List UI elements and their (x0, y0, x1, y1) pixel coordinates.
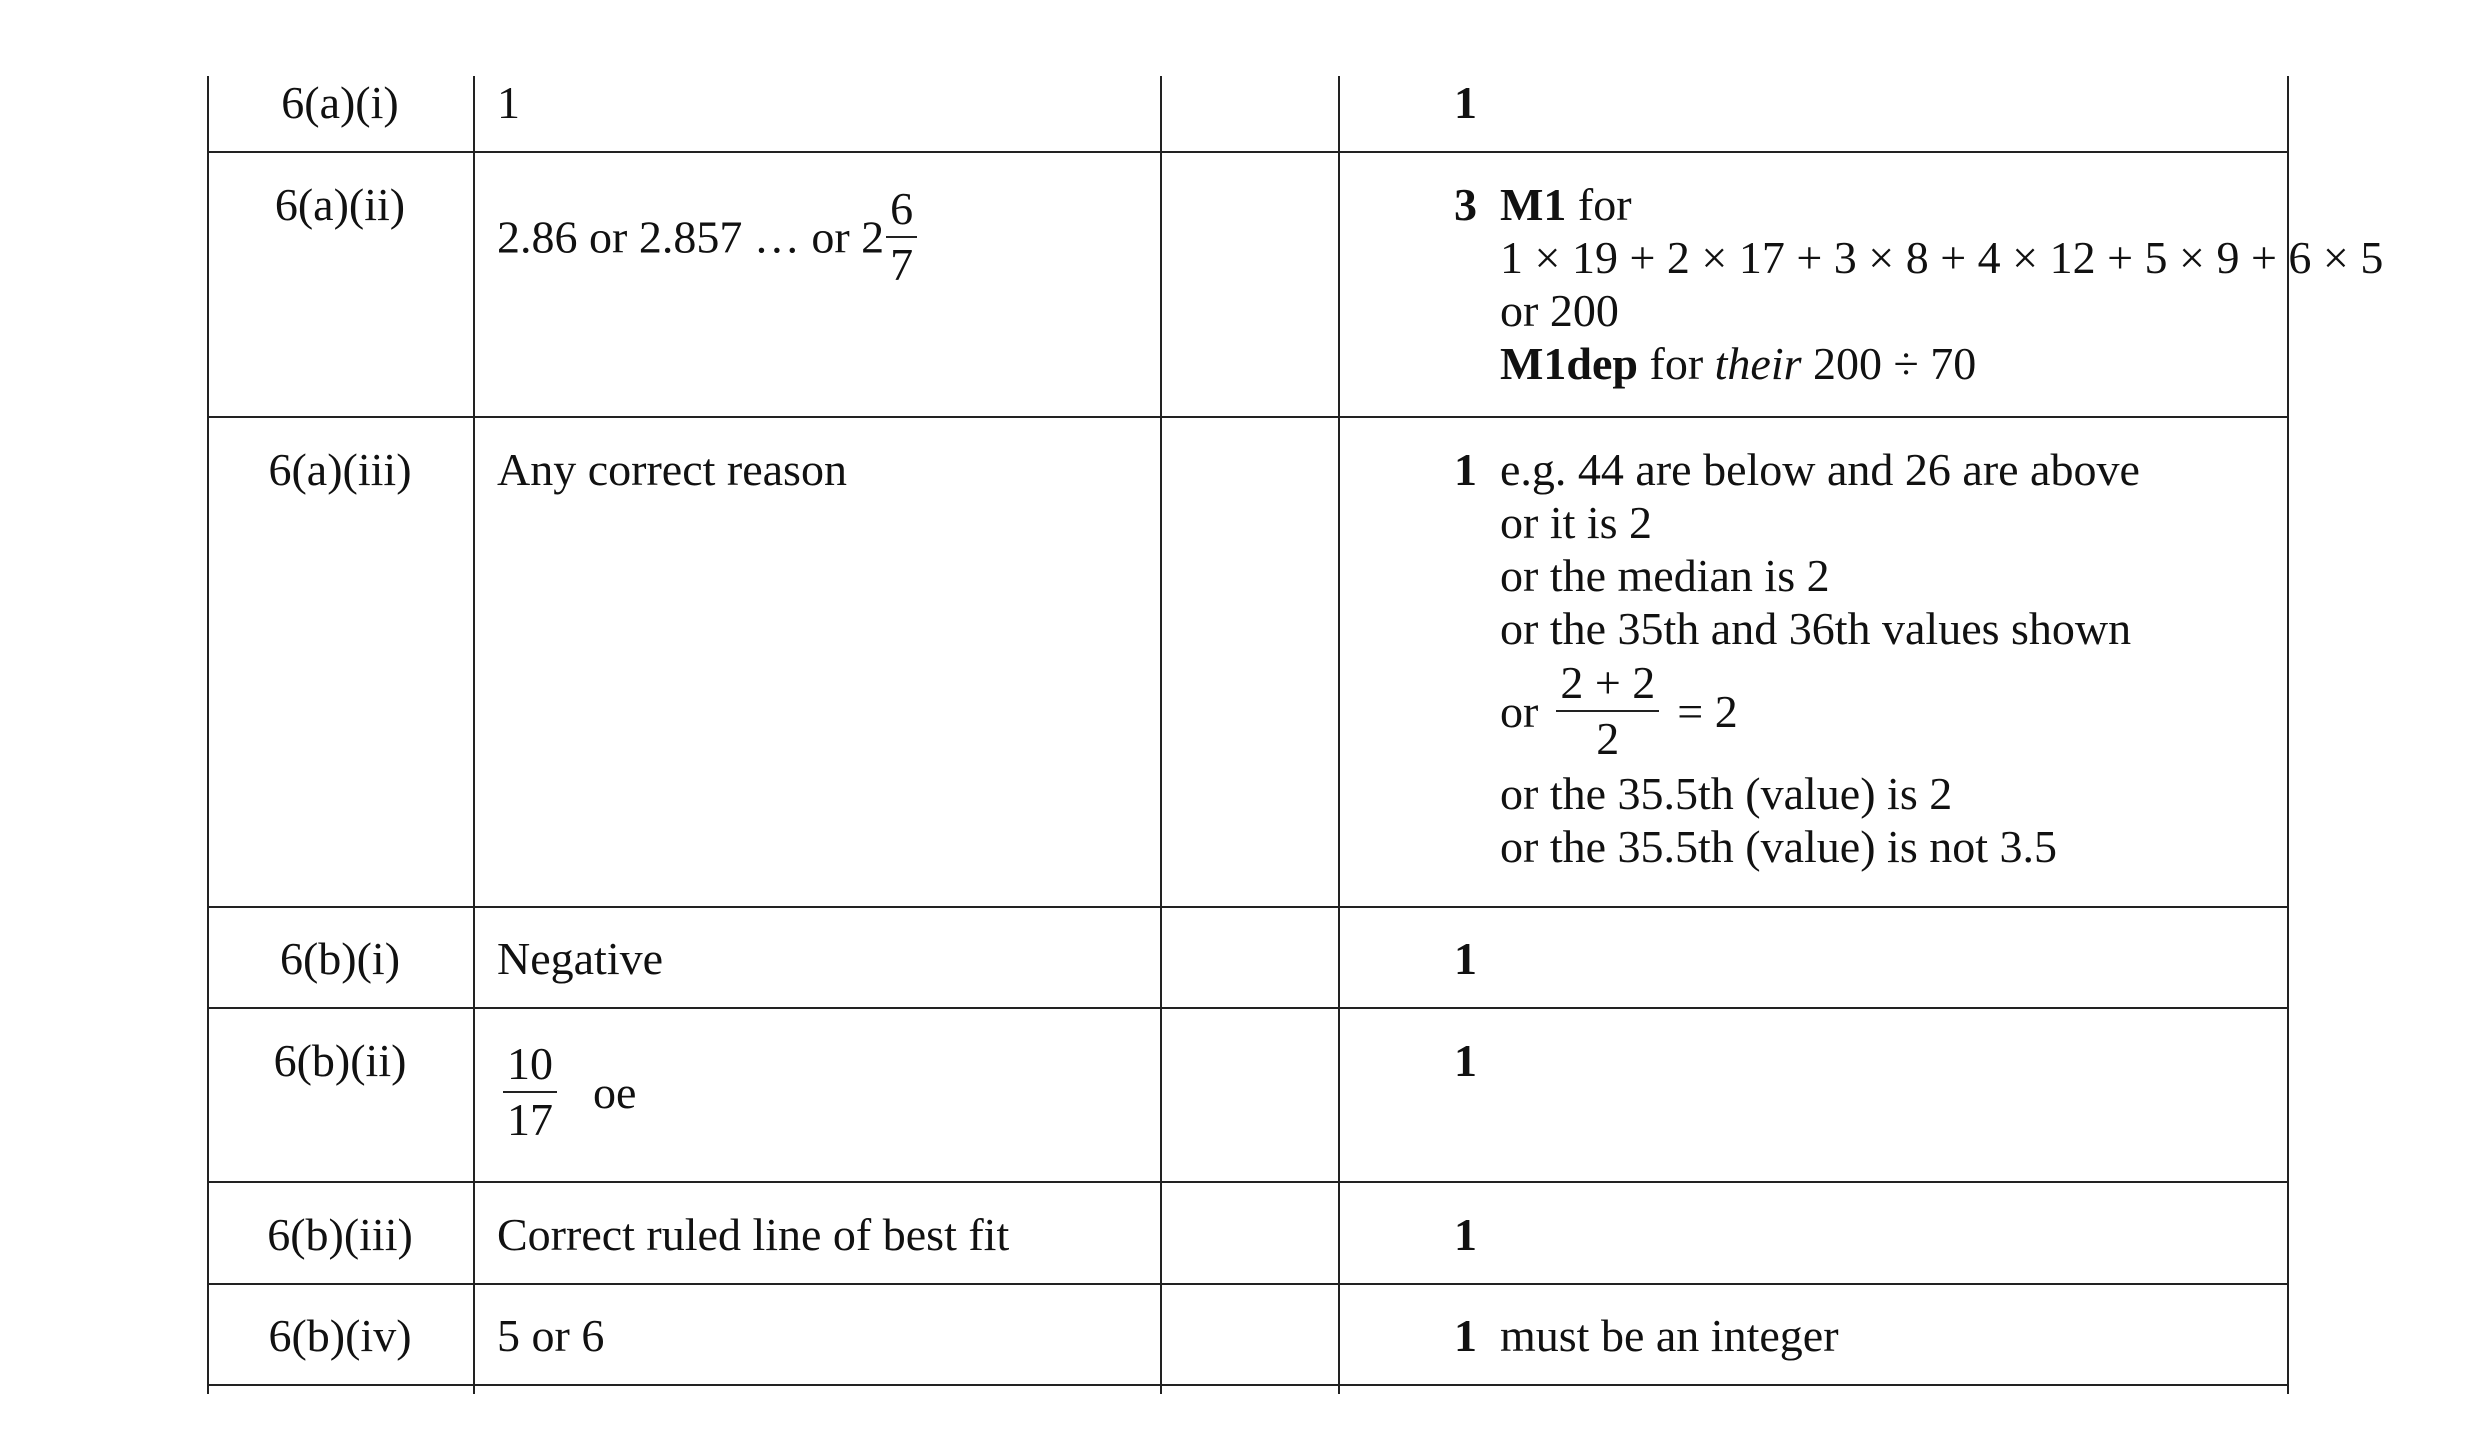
row-divider (207, 1007, 2289, 1009)
row-divider (207, 151, 2289, 153)
fraction-numerator: 2 + 2 (1556, 656, 1659, 712)
question-number: 6(b)(iii) (267, 1209, 413, 1260)
row-divider (207, 906, 2289, 908)
marks-value: 1 (1454, 444, 1477, 495)
guidance-fraction (1556, 656, 1659, 766)
guidance-line (1500, 178, 2383, 231)
marks-value: 1 (1454, 1310, 1477, 1361)
table-border-left (207, 76, 209, 1394)
column-divider-1 (473, 76, 475, 1394)
guidance-line: or the 35.5th (value) is 2 (1500, 768, 1953, 819)
answer-text: Any correct reason (497, 444, 847, 495)
answer-text (497, 182, 917, 292)
guidance-line: or 200 (1500, 285, 1619, 336)
guidance-equals-text: = 2 (1677, 685, 1738, 737)
fraction-numerator: 10 (503, 1037, 557, 1093)
fraction-numerator: 6 (886, 182, 917, 238)
column-divider-2 (1160, 76, 1162, 1394)
guidance-line (1500, 337, 2383, 390)
marks-value: 1 (1454, 1035, 1477, 1086)
their-text: their (1714, 338, 1802, 389)
question-number: 6(a)(ii) (274, 179, 406, 230)
guidance-for-text: for (1566, 179, 1632, 230)
row-divider (207, 1283, 2289, 1285)
answer-fraction (886, 182, 917, 292)
guidance-line: or the 35th and 36th values shown (1500, 603, 2132, 654)
guidance-text (1500, 443, 2140, 873)
marks-value: 1 (1454, 933, 1477, 984)
question-number: 6(a)(i) (281, 77, 399, 128)
guidance-expression: 200 ÷ 70 (1801, 338, 1977, 389)
guidance-text (1500, 178, 2383, 390)
answer-text (497, 1037, 636, 1147)
guidance-text: must be an integer (1500, 1310, 1839, 1361)
question-number: 6(b)(ii) (273, 1035, 407, 1086)
answer-text: 5 or 6 (497, 1310, 605, 1361)
m1-label: M1 (1500, 179, 1567, 230)
answer-text: 1 (497, 77, 520, 128)
marks-value: 1 (1454, 1209, 1477, 1260)
question-number: 6(a)(iii) (268, 444, 412, 495)
table-border-bottom (207, 1384, 2289, 1386)
guidance-or-text: or (1500, 685, 1539, 737)
guidance-line: 1 × 19 + 2 × 17 + 3 × 8 + 4 × 12 + 5 × 9 + 6 × 5 (1500, 232, 2384, 283)
mark-scheme-table (207, 0, 2384, 1394)
question-number: 6(b)(iv) (268, 1310, 412, 1361)
answer-text: Correct ruled line of best fit (497, 1209, 1010, 1260)
marks-value: 1 (1454, 77, 1477, 128)
guidance-fraction-line (1500, 655, 2140, 767)
row-divider (207, 416, 2289, 418)
guidance-line: e.g. 44 are below and 26 are above (1500, 444, 2140, 495)
question-number: 6(b)(i) (279, 933, 401, 984)
fraction-denominator: 7 (890, 239, 914, 290)
answer-suffix: oe (593, 1066, 637, 1118)
guidance-line: or the 35.5th (value) is not 3.5 (1500, 821, 2058, 872)
row-divider (207, 1181, 2289, 1183)
guidance-for-text: for (1638, 338, 1715, 389)
answer-prefix: 2.86 or 2.857 … or 2 (497, 211, 885, 263)
column-divider-3 (1338, 76, 1340, 1394)
m1dep-label: M1dep (1500, 338, 1638, 389)
fraction-denominator: 17 (507, 1094, 553, 1145)
fraction-denominator: 2 (1596, 713, 1620, 764)
answer-text: Negative (497, 933, 664, 984)
guidance-line: or the median is 2 (1500, 550, 1830, 601)
marks-value: 3 (1454, 179, 1477, 230)
answer-fraction (503, 1037, 557, 1147)
guidance-line: or it is 2 (1500, 497, 1653, 548)
